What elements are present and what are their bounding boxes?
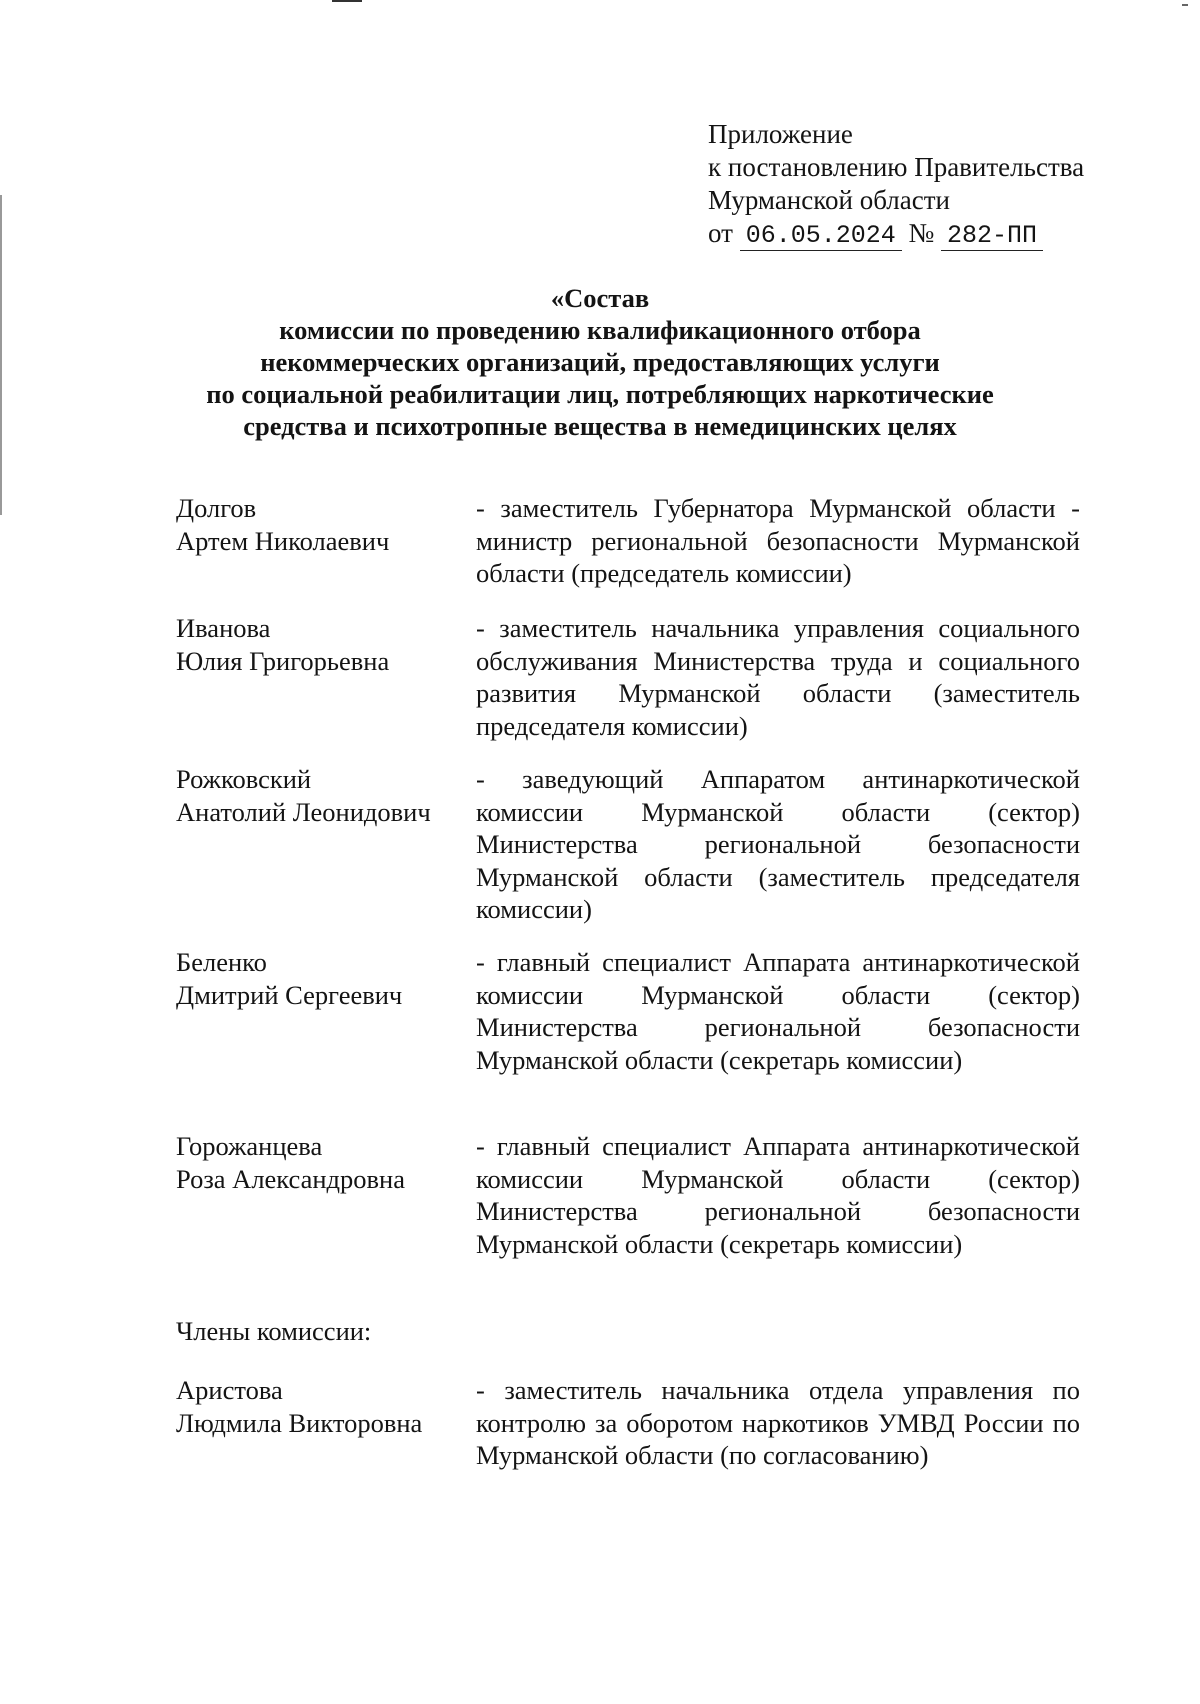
appendix-block	[708, 118, 1084, 252]
person-name	[176, 492, 466, 557]
appendix-date-number	[708, 217, 1084, 252]
person-surname: Долгов	[176, 493, 257, 523]
person-surname: Аристова	[176, 1375, 283, 1405]
number-prefix: №	[908, 218, 935, 248]
scan-edge-line	[0, 195, 2, 515]
person-name	[176, 946, 466, 1011]
appendix-region: Мурманской области	[708, 185, 950, 215]
date-prefix: от	[708, 218, 733, 248]
person-name	[176, 763, 466, 828]
person-surname: Рожковский	[176, 764, 312, 794]
scan-mark-corner	[1182, 4, 1188, 6]
person-given-names: Дмитрий Сергеевич	[176, 979, 403, 1010]
title-line-4: по социальной реабилитации лиц, потребляющих наркотические	[206, 379, 994, 409]
appendix-label: Приложение	[708, 119, 853, 149]
decree-date: 06.05.2024	[740, 221, 902, 251]
members-heading: Члены комиссии:	[176, 1316, 372, 1346]
title-line-5: средства и психотропные вещества в немедицинских целях	[243, 411, 957, 441]
person-name	[176, 612, 466, 677]
person-given-names: Людмила Викторовна	[176, 1407, 423, 1438]
person-surname: Горожанцева	[176, 1131, 323, 1161]
person-given-names: Роза Александровна	[176, 1163, 405, 1194]
person-name	[176, 1374, 466, 1439]
person-role: - главный специалист Аппарата антинаркотической комиссии Мурманской области (сектор) Министерства региональной безопасности Мурманской области (секретарь комиссии)	[476, 947, 1080, 1075]
person-role: - заместитель начальника управления социального обслуживания Министерства труда и социального развития Мурманской области (заместитель председателя комиссии)	[476, 613, 1080, 741]
person-given-names: Юлия Григорьевна	[176, 645, 390, 676]
title-line-1: «Состав	[550, 283, 650, 313]
decree-number: 282-ПП	[941, 221, 1043, 251]
title-line-3: некоммерческих организаций, предоставляющих услуги	[260, 347, 940, 377]
person-surname: Иванова	[176, 613, 271, 643]
person-role: - главный специалист Аппарата антинаркотической комиссии Мурманской области (сектор) Министерства региональной безопасности Мурманской области (секретарь комиссии)	[476, 1131, 1080, 1259]
person-role: - заместитель начальника отдела управления по контролю за оборотом наркотиков УМВД России по Мурманской области (по согласованию)	[476, 1375, 1080, 1470]
scan-mark-top	[332, 0, 362, 2]
person-role: - заведующий Аппаратом антинаркотической комиссии Мурманской области (сектор) Министерства региональной безопасности Мурманской области (заместитель председателя комиссии)	[476, 764, 1080, 924]
person-role: - заместитель Губернатора Мурманской области - министр региональной безопасности Мурманской области (председатель комиссии)	[476, 493, 1080, 588]
appendix-reference: к постановлению Правительства	[708, 152, 1085, 182]
person-given-names: Артем Николаевич	[176, 525, 390, 556]
person-name	[176, 1130, 466, 1195]
title-line-2: комиссии по проведению квалификационного отбора	[279, 315, 921, 345]
person-given-names: Анатолий Леонидович	[176, 796, 431, 827]
document-title	[160, 282, 1040, 442]
person-surname: Беленко	[176, 947, 267, 977]
